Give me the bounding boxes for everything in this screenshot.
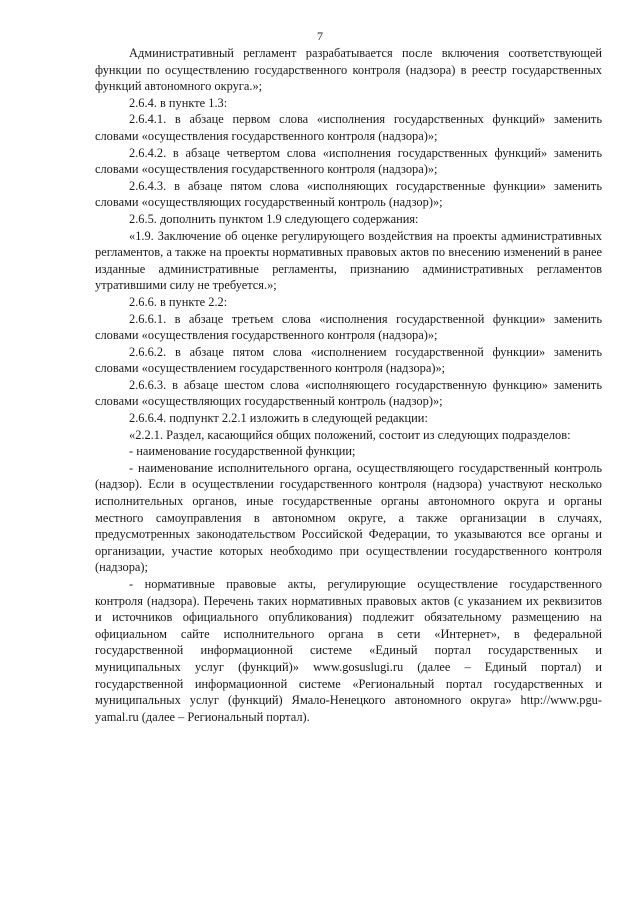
paragraph-12: 2.6.6.4. подпункт 2.2.1 изложить в следующей редакции: <box>129 411 428 426</box>
paragraph-11: 2.6.6.3. в абзаце шестом слова «исполняющего государственную функцию» заменить словами «осуществляющих государственный контроль (надзор)»; <box>95 377 602 409</box>
page-number: 7 <box>317 29 323 43</box>
paragraph-4: 2.6.4.2. в абзаце четвертом слова «исполнения государственных функций» заменить словами «осуществления государственного контроля (надзора)»; <box>95 145 602 177</box>
paragraph-3: 2.6.4.1. в абзаце первом слова «исполнения государственных функций» заменить словами «осуществления государственного контроля (надзора)»; <box>95 112 602 143</box>
paragraph-5: 2.6.4.3. в абзаце пятом слова «исполняющих государственные функции» заменить словами «осуществляющих государственный контроль (надзор)»; <box>95 178 602 210</box>
paragraph-2: 2.6.4. в пункте 1.3: <box>129 95 228 110</box>
paragraph-7: «1.9. Заключение об оценке регулирующего воздействия на проекты административных регламентов, а также на проекты нормативных правовых актов по внесению изменений в ранее изданные административные регламенты, признанию административных регламентов утратившими силу не требуется.»; <box>95 228 602 293</box>
paragraph-15: - наименование исполнительного органа, осуществляющего государственный контроль (надзор). Если в осуществлении государственного контроля (надзора) участвуют несколько исполнительных органов, иные государственные органы автономного округа и органы местного самоуправления в автономном округе, а также организации в случаях, предусмотренных законодательством Российской Федерации, то указываются все органы и организации, участие которых необходимо при осуществлении государственного контроля (надзора); <box>95 460 602 575</box>
paragraph-8: 2.6.6. в пункте 2.2: <box>129 294 228 309</box>
paragraph-6: 2.6.5. дополнить пунктом 1.9 следующего содержания: <box>129 211 419 226</box>
paragraph-10: 2.6.6.2. в абзаце пятом слова «исполнением государственной функции» заменить словами «осуществлением государственного контроля (надзора)»; <box>95 344 602 376</box>
paragraph-1: Административный регламент разрабатывается после включения соответствующей функции по осуществлению государственного контроля (надзора) в реестр государственных функций автономного округа.»; <box>95 46 602 94</box>
paragraph-14: - наименование государственной функции; <box>129 444 356 459</box>
paragraph-9: 2.6.6.1. в абзаце третьем слова «исполнения государственной функции» заменить словами «осуществления государственного контроля (надзора)»; <box>95 311 602 343</box>
paragraph-16: - нормативные правовые акты, регулирующие осуществление государственного контроля (надзора). Перечень таких нормативных правовых актов (с указанием их реквизитов и источников официального опубликования) подлежит обязательному размещению на официальном сайте исполнительного органа в сети «Интернет», в федеральной государственной информационной системе «Единый портал государственных и муниципальных услуг (функций)» www.gosuslugi.ru (далее – Единый портал) и государственной информационной системе «Региональный портал государственных и муниципальных услуг (функций) Ямало-Ненецкого автономного округа» http://www.pgu-yamal.ru (далее – Региональный портал). <box>95 577 602 724</box>
document-body <box>95 45 602 725</box>
paragraph-13: «2.2.1. Раздел, касающийся общих положений, состоит из следующих подразделов: <box>129 427 571 442</box>
